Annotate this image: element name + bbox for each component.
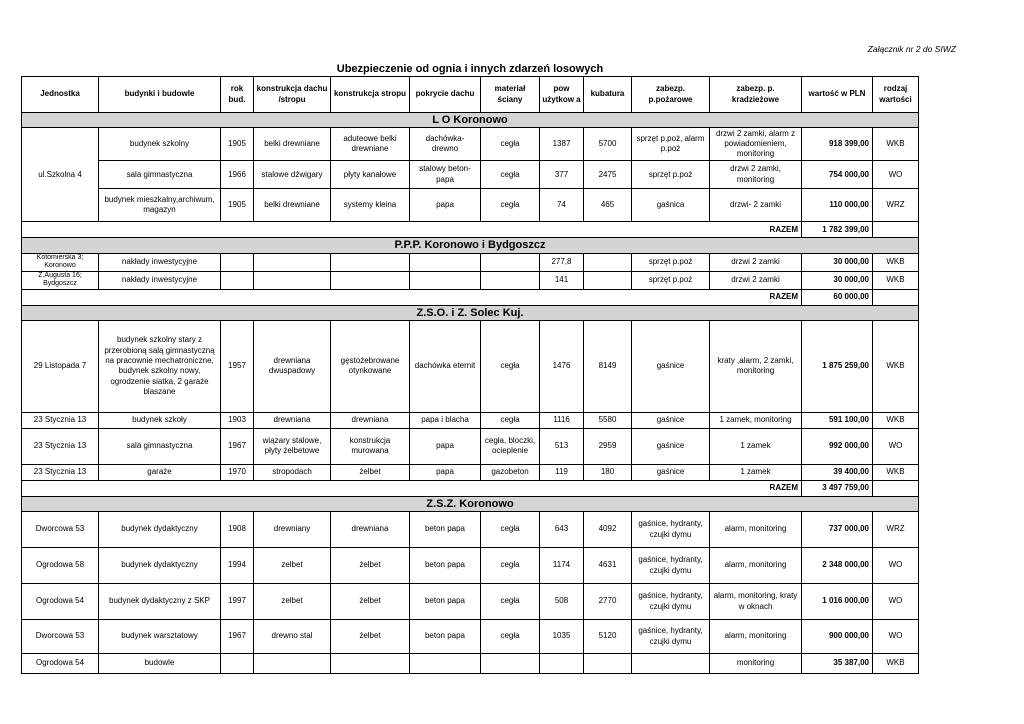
cover-cell: papa: [410, 464, 481, 480]
building-cell: garaże: [99, 464, 221, 480]
attachment-note: Załącznik nr 2 do SIWZ: [867, 44, 956, 54]
volume-cell: 8149: [584, 320, 632, 412]
volume-cell: 5120: [584, 620, 632, 654]
unit-cell: Kotomierska 3; Koronowo: [22, 253, 99, 271]
type-cell: WO: [873, 620, 919, 654]
walls-cell: [481, 654, 540, 674]
theft-cell: drzwi 2 zamki: [710, 253, 802, 271]
section-title: Z.S.Z. Koronowo: [22, 496, 919, 511]
building-cell: budynek warsztatowy: [99, 620, 221, 654]
walls-cell: cegła: [481, 548, 540, 584]
total-value: 60 000,00: [802, 289, 873, 305]
theft-cell: drzwi- 2 zamki: [710, 189, 802, 222]
theft-cell: drzwi 2 zamki: [710, 271, 802, 289]
ceiling-cell: żelbet: [331, 620, 410, 654]
cover-cell: papa i blacha: [410, 412, 481, 428]
cover-cell: dachówka eternit: [410, 320, 481, 412]
theft-cell: 1 zamek: [710, 464, 802, 480]
cover-cell: papa: [410, 189, 481, 222]
walls-cell: cegła: [481, 512, 540, 548]
year-cell: 1967: [221, 428, 254, 464]
area-cell: 377: [540, 161, 584, 189]
type-cell: WKB: [873, 128, 919, 161]
table-row: [22, 512, 919, 548]
header-value: wartość w PLN: [802, 77, 873, 113]
fire-cell: gaśnice, hydranty, czujki dymu: [632, 584, 710, 620]
volume-cell: 2475: [584, 161, 632, 189]
theft-cell: drzwi 2 zamki, alarm z powiadomieniem, monitoring: [710, 128, 802, 161]
theft-cell: alarm, monitoring, kraty w oknach: [710, 584, 802, 620]
area-cell: 643: [540, 512, 584, 548]
fire-cell: [632, 654, 710, 674]
total-row: [22, 480, 919, 496]
unit-cell: 23 Stycznia 13: [22, 412, 99, 428]
area-cell: 513: [540, 428, 584, 464]
roof-cell: drewniana dwuspadowy: [254, 320, 331, 412]
header-cover: pokrycie dachu: [410, 77, 481, 113]
section-header: [22, 496, 919, 511]
year-cell: [221, 271, 254, 289]
fire-cell: gaśnice, hydranty, czujki dymu: [632, 512, 710, 548]
roof-cell: stropodach: [254, 464, 331, 480]
unit-cell: 23 Stycznia 13: [22, 428, 99, 464]
building-cell: budynek dydaktyczny: [99, 512, 221, 548]
fire-cell: gaśnica: [632, 189, 710, 222]
table-row: [22, 464, 919, 480]
ceiling-cell: żelbet: [331, 584, 410, 620]
insurance-table: [21, 76, 919, 674]
value-cell: 591 100,00: [802, 412, 873, 428]
walls-cell: cegła: [481, 584, 540, 620]
theft-cell: kraty ,alarm, 2 zamki, monitoring: [710, 320, 802, 412]
table-row: [22, 412, 919, 428]
header-volume: kubatura: [584, 77, 632, 113]
building-cell: sala gimnastyczna: [99, 428, 221, 464]
value-cell: 754 000,00: [802, 161, 873, 189]
total-value: 3 497 759,00: [802, 480, 873, 496]
ceiling-cell: systemy kleina: [331, 189, 410, 222]
value-cell: 35 387,00: [802, 654, 873, 674]
volume-cell: [584, 253, 632, 271]
section-header: [22, 113, 919, 128]
area-cell: 1387: [540, 128, 584, 161]
total-row: [22, 222, 919, 238]
theft-cell: monitoring: [710, 654, 802, 674]
header-year: rok bud.: [221, 77, 254, 113]
cover-cell: [410, 253, 481, 271]
building-cell: budynek szkolny: [99, 128, 221, 161]
fire-cell: sprzęt p.poż, alarm p.poż: [632, 128, 710, 161]
unit-cell: ul.Szkolna 4: [22, 128, 99, 222]
year-cell: 1905: [221, 189, 254, 222]
header-roof: konstrukcja dachu /stropu: [254, 77, 331, 113]
building-cell: sala gimnastyczna: [99, 161, 221, 189]
value-cell: 2 348 000,00: [802, 548, 873, 584]
cover-cell: [410, 271, 481, 289]
roof-cell: drewniana: [254, 412, 331, 428]
ceiling-cell: [331, 253, 410, 271]
fire-cell: sprzęt p.poż: [632, 253, 710, 271]
section-header: [22, 238, 919, 253]
walls-cell: [481, 271, 540, 289]
ceiling-cell: drewniana: [331, 512, 410, 548]
roof-cell: stalowe dźwigary: [254, 161, 331, 189]
volume-cell: 5580: [584, 412, 632, 428]
value-cell: 918 399,00: [802, 128, 873, 161]
fire-cell: gaśnice, hydranty, czujki dymu: [632, 548, 710, 584]
value-cell: 30 000,00: [802, 271, 873, 289]
table-row: [22, 548, 919, 584]
total-value: 1 782 399,00: [802, 222, 873, 238]
year-cell: [221, 253, 254, 271]
unit-cell: Ogrodowa 58: [22, 548, 99, 584]
unit-cell: Ogrodowa 54: [22, 654, 99, 674]
roof-cell: drewno stal: [254, 620, 331, 654]
type-cell: WKB: [873, 320, 919, 412]
fire-cell: gaśnice, hydranty, czujki dymu: [632, 620, 710, 654]
value-cell: 30 000,00: [802, 253, 873, 271]
section-header: [22, 305, 919, 320]
header-valtype: rodzaj wartości: [873, 77, 919, 113]
unit-cell: Dworcowa 53: [22, 512, 99, 548]
year-cell: 1970: [221, 464, 254, 480]
type-cell: WKB: [873, 412, 919, 428]
header-walls: materiał ściany: [481, 77, 540, 113]
walls-cell: gazobeton: [481, 464, 540, 480]
unit-cell: 29 Listopada 7: [22, 320, 99, 412]
year-cell: 1967: [221, 620, 254, 654]
cover-cell: beton papa: [410, 584, 481, 620]
type-cell: WKB: [873, 464, 919, 480]
header-buildings: budynki i budowle: [99, 77, 221, 113]
section-title: P.P.P. Koronowo i Bydgoszcz: [22, 238, 919, 253]
walls-cell: cegła, bloczki, ocieplenie: [481, 428, 540, 464]
cover-cell: beton papa: [410, 620, 481, 654]
area-cell: 141: [540, 271, 584, 289]
volume-cell: 2770: [584, 584, 632, 620]
unit-cell: Z.Augusta 16; Bydgoszcz: [22, 271, 99, 289]
header-ceiling: konstrukcja stropu: [331, 77, 410, 113]
roof-cell: zelbet: [254, 584, 331, 620]
year-cell: 1905: [221, 128, 254, 161]
table-row: [22, 620, 919, 654]
section-title: Z.S.O. i Z. Solec Kuj.: [22, 305, 919, 320]
value-cell: 992 000,00: [802, 428, 873, 464]
walls-cell: cegła: [481, 320, 540, 412]
fire-cell: gaśnice: [632, 320, 710, 412]
unit-cell: Ogrodowa 54: [22, 584, 99, 620]
type-cell: WO: [873, 428, 919, 464]
type-cell: WRZ: [873, 189, 919, 222]
walls-cell: cegła: [481, 412, 540, 428]
building-cell: budynek szkolny stary z przerobioną salą gimnastyczną na pracownie mechatroniczne, budynek szkolny nowy, ogrodzenie siatka, 2 garaże blaszane: [99, 320, 221, 412]
theft-cell: drzwi 2 zamki, monitoring: [710, 161, 802, 189]
building-cell: budynek dydaktyczny: [99, 548, 221, 584]
cover-cell: beton papa: [410, 548, 481, 584]
volume-cell: 180: [584, 464, 632, 480]
ceiling-cell: [331, 271, 410, 289]
header-area: pow użytkow a: [540, 77, 584, 113]
table-row: [22, 320, 919, 412]
area-cell: 508: [540, 584, 584, 620]
table-row: [22, 584, 919, 620]
walls-cell: cegła: [481, 161, 540, 189]
type-cell: WO: [873, 548, 919, 584]
roof-cell: drewniany: [254, 512, 331, 548]
cover-cell: beton papa: [410, 512, 481, 548]
fire-cell: gaśnice: [632, 412, 710, 428]
volume-cell: 2959: [584, 428, 632, 464]
area-cell: 1174: [540, 548, 584, 584]
table-row: [22, 271, 919, 289]
unit-cell: 23 Stycznia 13: [22, 464, 99, 480]
header-theft: zabezp. p. kradzieżowe: [710, 77, 802, 113]
theft-cell: alarm, monitoring: [710, 548, 802, 584]
roof-cell: wiązary stalowe, płyty żelbetowe: [254, 428, 331, 464]
walls-cell: cegła: [481, 128, 540, 161]
table-row: [22, 654, 919, 674]
table-row: [22, 161, 919, 189]
walls-cell: cegła: [481, 189, 540, 222]
walls-cell: cegła: [481, 620, 540, 654]
value-cell: 39 400,00: [802, 464, 873, 480]
fire-cell: sprzęt p.poż: [632, 271, 710, 289]
roof-cell: belki drewniane: [254, 128, 331, 161]
type-cell: WKB: [873, 253, 919, 271]
cover-cell: [410, 654, 481, 674]
unit-cell: Dworcowa 53: [22, 620, 99, 654]
ceiling-cell: płyty kanałowe: [331, 161, 410, 189]
ceiling-cell: [331, 654, 410, 674]
year-cell: 1966: [221, 161, 254, 189]
total-label: RAZEM: [22, 222, 802, 238]
total-row: [22, 289, 919, 305]
total-label: RAZEM: [22, 289, 802, 305]
table-row: [22, 189, 919, 222]
ceiling-cell: konstrukcja murowana: [331, 428, 410, 464]
value-cell: 900 000,00: [802, 620, 873, 654]
type-cell: WO: [873, 161, 919, 189]
fire-cell: sprzęt p.poż: [632, 161, 710, 189]
type-cell: WO: [873, 584, 919, 620]
value-cell: 1 016 000,00: [802, 584, 873, 620]
volume-cell: [584, 654, 632, 674]
year-cell: 1908: [221, 512, 254, 548]
cover-cell: stalowy beton- papa: [410, 161, 481, 189]
type-cell: WKB: [873, 271, 919, 289]
roof-cell: zelbet: [254, 548, 331, 584]
document-title: Ubezpieczenie od ognia i innych zdarzeń losowych: [336, 63, 604, 75]
table-row: [22, 253, 919, 271]
value-cell: 110 000,00: [802, 189, 873, 222]
building-cell: budynek mieszkalny,archiwum, magazyn: [99, 189, 221, 222]
theft-cell: alarm, monitoring: [710, 620, 802, 654]
value-cell: 737 000,00: [802, 512, 873, 548]
roof-cell: [254, 253, 331, 271]
table-row: [22, 428, 919, 464]
area-cell: 119: [540, 464, 584, 480]
volume-cell: 465: [584, 189, 632, 222]
cover-cell: dachówka- drewno: [410, 128, 481, 161]
roof-cell: [254, 271, 331, 289]
theft-cell: alarm, monitoring: [710, 512, 802, 548]
fire-cell: gaśnice: [632, 464, 710, 480]
ceiling-cell: żelbet: [331, 548, 410, 584]
table-row: [22, 128, 919, 161]
total-label: RAZEM: [22, 480, 802, 496]
roof-cell: [254, 654, 331, 674]
year-cell: 1997: [221, 584, 254, 620]
header-fire: zabezp. p.pożarowe: [632, 77, 710, 113]
area-cell: 277,8: [540, 253, 584, 271]
value-cell: 1 875 259,00: [802, 320, 873, 412]
area-cell: 74: [540, 189, 584, 222]
ceiling-cell: aduteowe belki drewniane: [331, 128, 410, 161]
theft-cell: 1 zamek, monitoring: [710, 412, 802, 428]
area-cell: [540, 654, 584, 674]
walls-cell: [481, 253, 540, 271]
roof-cell: belki drewniane: [254, 189, 331, 222]
area-cell: 1476: [540, 320, 584, 412]
type-cell: WRZ: [873, 512, 919, 548]
section-title: L O Koronowo: [22, 113, 919, 128]
building-cell: nakłady inwestycyjne: [99, 271, 221, 289]
type-cell: WKB: [873, 654, 919, 674]
volume-cell: 5700: [584, 128, 632, 161]
ceiling-cell: drewniana: [331, 412, 410, 428]
fire-cell: gaśnice: [632, 428, 710, 464]
cover-cell: papa: [410, 428, 481, 464]
building-cell: budynek dydaktyczny z SKP: [99, 584, 221, 620]
header-row: [22, 77, 919, 113]
building-cell: budowle: [99, 654, 221, 674]
ceiling-cell: gęstożebrowane otynkowane: [331, 320, 410, 412]
volume-cell: 4631: [584, 548, 632, 584]
header-unit: Jednostka: [22, 77, 99, 113]
area-cell: 1116: [540, 412, 584, 428]
volume-cell: [584, 271, 632, 289]
theft-cell: 1 zamek: [710, 428, 802, 464]
year-cell: [221, 654, 254, 674]
area-cell: 1035: [540, 620, 584, 654]
building-cell: budynek szkoły: [99, 412, 221, 428]
ceiling-cell: żelbet: [331, 464, 410, 480]
year-cell: 1903: [221, 412, 254, 428]
volume-cell: 4092: [584, 512, 632, 548]
year-cell: 1994: [221, 548, 254, 584]
building-cell: nakłady inwestycyjne: [99, 253, 221, 271]
year-cell: 1957: [221, 320, 254, 412]
